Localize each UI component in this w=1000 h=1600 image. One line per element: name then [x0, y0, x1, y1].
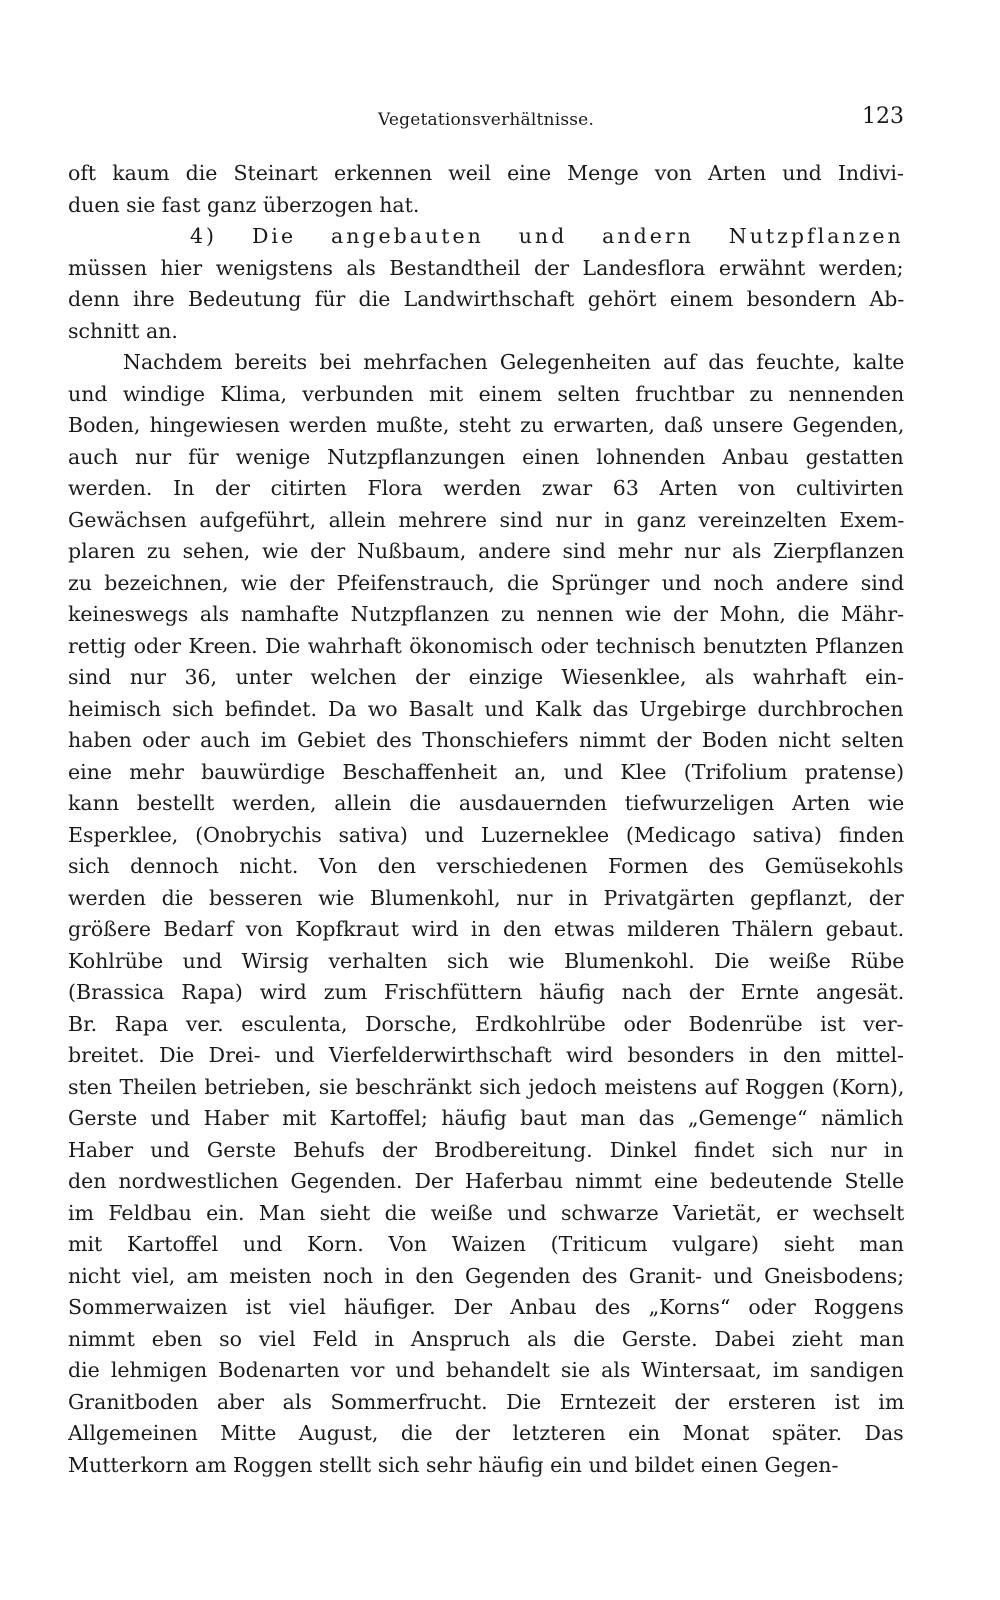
text-line: [68, 1009, 904, 1041]
line-text: werden die besseren wie Blumenkohl, nur in Privatgärten gepflanzt, der: [68, 885, 904, 910]
line-text: Allgemeinen Mitte August, die der letzteren ein Monat später. Das: [68, 1421, 904, 1445]
line-text: haben oder auch im Gebiet des Thonschiefers nimmt der Boden nicht selten: [68, 728, 904, 752]
line-text: Sommerwaizen ist viel häufiger. Der Anbau des „Korns“ oder Roggens: [68, 1295, 904, 1319]
line-text: im Feldbau ein. Man sieht die weiße und schwarze Varietät, er wechselt: [68, 1200, 904, 1225]
line-text: nicht viel, am meisten noch in den Gegenden des Granit- und Gneisbodens;: [68, 1263, 904, 1288]
text-line: [68, 946, 904, 978]
text-line: [68, 914, 904, 946]
line-text: zu bezeichnen, wie der Pfeifenstrauch, die Sprünger und noch andere sind: [68, 570, 904, 595]
text-line: [68, 158, 904, 190]
text-line: [68, 442, 904, 474]
text-line: [68, 253, 904, 285]
text-line: [68, 631, 904, 663]
line-text: oft kaum die Steinart erkennen weil eine Menge von Arten und Indivi-: [68, 161, 904, 185]
line-text: den nordwestlichen Gegenden. Der Haferbau nimmt eine bedeutende Stelle: [68, 1169, 904, 1193]
line-text: kann bestellt werden, allein die ausdauernden tiefwurzeligen Arten wie: [68, 791, 904, 815]
line-text: müssen hier wenigstens als Bestandtheil der Landesflora erwähnt werden;: [68, 255, 904, 280]
text-line: [68, 1040, 904, 1072]
line-text: sich dennoch nicht. Von den verschiedenen Formen des Gemüsekohls: [68, 854, 904, 878]
line-text: rettig oder Kreen. Die wahrhaft ökonomisch oder technisch benutzten Pflanzen: [68, 633, 904, 658]
text-line: [68, 1229, 904, 1261]
line-text: sten Theilen betrieben, sie beschränkt sich jedoch meistens auf Roggen (Korn),: [68, 1074, 904, 1099]
line-text: (Brassica Rapa) wird zum Frischfüttern häufig nach der Ernte angesät.: [68, 980, 904, 1004]
line-text: schnitt an.: [68, 318, 178, 343]
line-text: duen sie fast ganz überzogen hat.: [68, 192, 420, 217]
text-line: [68, 788, 904, 820]
text-line: [68, 1418, 904, 1450]
text-line: [68, 1450, 904, 1482]
text-line: [68, 662, 904, 694]
line-text: Nachdem bereits bei mehrfachen Gelegenheiten auf das feuchte, kalte: [123, 350, 904, 374]
line-text: heimisch sich befindet. Da wo Basalt und Kalk das Urgebirge durchbrochen: [68, 696, 904, 721]
text-line: [68, 1103, 904, 1135]
running-title: Vegetationsverhältnisse.: [377, 110, 595, 130]
line-text: auch nur für wenige Nutzpflanzungen einen lohnenden Anbau gestatten: [68, 444, 904, 469]
text-line: [68, 725, 904, 757]
line-text: 4) Die angebauten und andern Nutzpflanzen: [190, 224, 904, 248]
line-text: größere Bedarf von Kopfkraut wird in den etwas milderen Thälern gebaut.: [68, 917, 904, 941]
text-line: [68, 694, 904, 726]
body-text: [68, 158, 904, 1481]
text-line: [68, 1135, 904, 1167]
line-text: plaren zu sehen, wie der Nußbaum, andere sind mehr nur als Zierpflanzen: [68, 539, 904, 563]
line-text: die lehmigen Bodenarten vor und behandelt sie als Wintersaat, im sandigen: [68, 1358, 904, 1382]
line-text: Boden, hingewiesen werden mußte, steht zu erwarten, daß unsere Gegenden,: [68, 413, 904, 437]
text-line: [68, 190, 904, 222]
line-text: breitet. Die Drei- und Vierfelderwirthschaft wird besonders in den mittel-: [68, 1043, 904, 1067]
line-text: sind nur 36, unter welchen der einzige Wiesenklee, als wahrhaft ein-: [68, 665, 904, 689]
line-text: Br. Rapa ver. esculenta, Dorsche, Erdkohlrübe oder Bodenrübe ist ver-: [68, 1011, 904, 1036]
line-text: Esperklee, (Onobrychis sativa) und Luzerneklee (Medicago sativa) finden: [68, 822, 904, 847]
line-text: Kohlrübe und Wirsig verhalten sich wie Blumenkohl. Die weiße Rübe: [68, 948, 904, 973]
text-line: [68, 977, 904, 1009]
line-text: eine mehr bauwürdige Beschaffenheit an, und Klee (Trifolium pratense): [68, 759, 904, 784]
text-line: [68, 1198, 904, 1230]
text-line: [68, 536, 904, 568]
text-line: [68, 1324, 904, 1356]
text-line: [68, 820, 904, 852]
line-text: Mutterkorn am Roggen stellt sich sehr häufig ein und bildet einen Gegen-: [68, 1452, 839, 1477]
line-text: denn ihre Bedeutung für die Landwirthschaft gehört einem besondern Ab-: [68, 287, 904, 311]
text-line: [68, 568, 904, 600]
line-text: Gerste und Haber mit Kartoffel; häufig baut man das „Gemenge“ nämlich: [68, 1106, 904, 1130]
line-text: keineswegs als namhafte Nutzpflanzen zu nennen wie der Mohn, die Mähr-: [68, 602, 904, 626]
text-line: [68, 347, 904, 379]
text-line: [68, 1166, 904, 1198]
text-line: [68, 379, 904, 411]
running-head: [68, 104, 904, 144]
line-text: Granitboden aber als Sommerfrucht. Die Erntezeit der ersteren ist im: [68, 1389, 904, 1414]
text-line: [68, 1072, 904, 1104]
text-line: [68, 1355, 904, 1387]
text-line: [68, 1387, 904, 1419]
text-line: [68, 473, 904, 505]
text-line: [68, 316, 904, 348]
text-line: [68, 1261, 904, 1293]
text-line: [68, 883, 904, 915]
text-line: [68, 221, 904, 253]
text-line: [68, 284, 904, 316]
line-text: Gewächsen aufgeführt, allein mehrere sind nur in ganz vereinzelten Exem-: [68, 507, 904, 532]
text-line: [68, 599, 904, 631]
text-line: [68, 1292, 904, 1324]
line-text: und windige Klima, verbunden mit einem selten fruchtbar zu nennenden: [68, 381, 904, 406]
text-line: [68, 757, 904, 789]
text-line: [68, 410, 904, 442]
text-line: [68, 505, 904, 537]
line-text: Haber und Gerste Behufs der Brodbereitung. Dinkel findet sich nur in: [68, 1137, 904, 1162]
line-text: mit Kartoffel und Korn. Von Waizen (Triticum vulgare) sieht man: [68, 1232, 904, 1256]
page-number: 123: [862, 104, 904, 129]
line-text: nimmt eben so viel Feld in Anspruch als die Gerste. Dabei zieht man: [68, 1326, 904, 1351]
line-text: werden. In der citirten Flora werden zwar 63 Arten von cultivirten: [68, 476, 904, 500]
text-line: [68, 851, 904, 883]
